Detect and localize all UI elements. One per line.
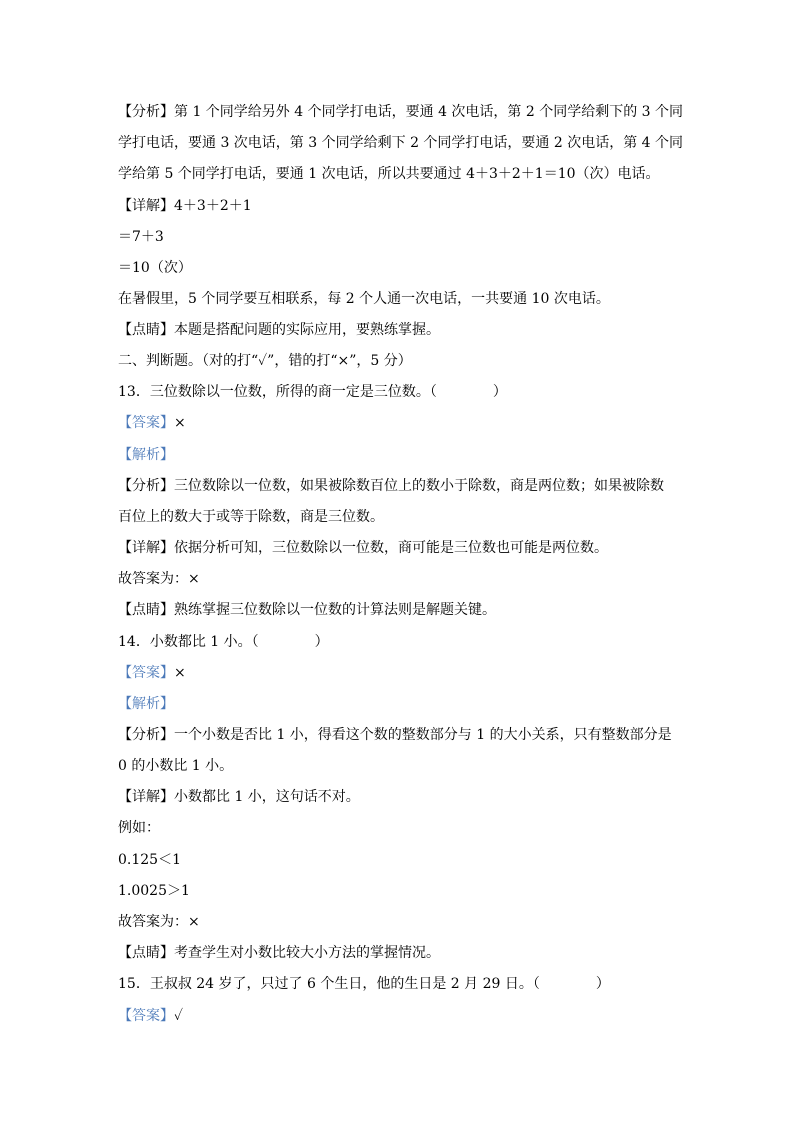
text-line [118, 289, 610, 309]
section-tag: 【分析】 [118, 727, 174, 743]
text-line [118, 600, 496, 620]
line-text: 小数都比 1 小，这句话不对。 [174, 789, 360, 805]
analysis-heading [118, 694, 174, 714]
section-tag: 【详解】 [118, 789, 174, 805]
question-15 [118, 974, 610, 994]
section-tag: 【点睛】 [118, 945, 174, 961]
text-line [118, 850, 181, 870]
line-text: 二、判断题。（对的打“✓”，错的打“×”，5 分） [118, 353, 412, 369]
line-text: 三位数除以一位数，如果被除数百位上的数小于除数，商是两位数；如果被除数 [174, 478, 664, 494]
line-text: 本题是搭配问题的实际应用，要熟练掌握。 [174, 322, 440, 338]
text-line [118, 507, 384, 527]
text-line [118, 569, 200, 589]
text-line [118, 258, 192, 278]
line-text: 在暑假里，5 个同学要互相联系，每 2 个人通一次电话，一共要通 10 次电话。 [118, 291, 610, 307]
analysis-heading [118, 445, 174, 465]
line-text: 学打电话，要通 3 次电话，第 3 个同学给剩下 2 个同学打电话，要通 2 次电话，第 4 个同 [118, 135, 684, 151]
line-text: 例如： [118, 820, 160, 836]
question-14 [118, 632, 329, 652]
line-text: 1.0025＞1 [118, 883, 190, 899]
text-line [118, 164, 660, 184]
text-line [118, 476, 664, 496]
section-tag: 【点睛】 [118, 322, 174, 338]
line-text: 一个小数是否比 1 小，得看这个数的整数部分与 1 的大小关系，只有整数部分是 [174, 727, 672, 743]
text-line [118, 320, 440, 340]
line-text: 学给第 5 个同学打电话，要通 1 次电话，所以共要通过 4＋3＋2＋1＝10（次）电话。 [118, 166, 660, 182]
line-text: 第 1 个同学给另外 4 个同学打电话，要通 4 次电话，第 2 个同学给剩下的 3 个同 [174, 104, 684, 120]
text-line [118, 196, 252, 216]
line-text: ＝10（次） [118, 260, 192, 276]
text-line [118, 538, 608, 558]
text-line [118, 912, 200, 932]
text-line [118, 227, 164, 247]
answer-line [118, 413, 186, 433]
line-text: ✓ [174, 1008, 184, 1024]
line-text: 4＋3＋2＋1 [174, 198, 252, 214]
text-line [118, 943, 440, 963]
line-text: 14．小数都比 1 小。（ ） [118, 634, 329, 650]
line-text: ＝7＋3 [118, 229, 164, 245]
line-text: 熟练掌握三位数除以一位数的计算法则是解题关键。 [174, 602, 496, 618]
answer-line [118, 1006, 183, 1026]
question-13 [118, 382, 507, 402]
answer-tag: 【答案】 [118, 665, 174, 681]
section-heading [118, 351, 412, 371]
text-line [118, 756, 233, 776]
line-text: 依据分析可知，三位数除以一位数，商可能是三位数也可能是两位数。 [174, 540, 608, 556]
text-line [118, 881, 190, 901]
text-line [118, 787, 360, 807]
text-line [118, 725, 672, 745]
line-text: 13．三位数除以一位数，所得的商一定是三位数。（ ） [118, 384, 507, 400]
text-line [118, 133, 683, 153]
text-line [118, 102, 683, 122]
line-text: 考查学生对小数比较大小方法的掌握情况。 [174, 945, 440, 961]
line-text: × [174, 415, 186, 431]
answer-tag: 【答案】 [118, 1008, 174, 1024]
line-text: 故答案为：× [118, 571, 200, 587]
line-text: 0.125＜1 [118, 852, 181, 868]
section-tag: 【详解】 [118, 540, 174, 556]
section-tag: 【分析】 [118, 478, 174, 494]
analysis-tag: 【解析】 [118, 447, 174, 463]
line-text: × [174, 665, 186, 681]
section-tag: 【详解】 [118, 198, 174, 214]
analysis-tag: 【解析】 [118, 696, 174, 712]
line-text: 百位上的数大于或等于除数，商是三位数。 [118, 509, 384, 525]
line-text: 故答案为：× [118, 914, 200, 930]
section-tag: 【点睛】 [118, 602, 174, 618]
text-line [118, 818, 160, 838]
line-text: 0 的小数比 1 小。 [118, 758, 234, 774]
answer-tag: 【答案】 [118, 415, 174, 431]
answer-line [118, 663, 186, 683]
line-text: 15．王叔叔 24 岁了，只过了 6 个生日，他的生日是 2 月 29 日。（ ） [118, 976, 610, 992]
section-tag: 【分析】 [118, 104, 174, 120]
